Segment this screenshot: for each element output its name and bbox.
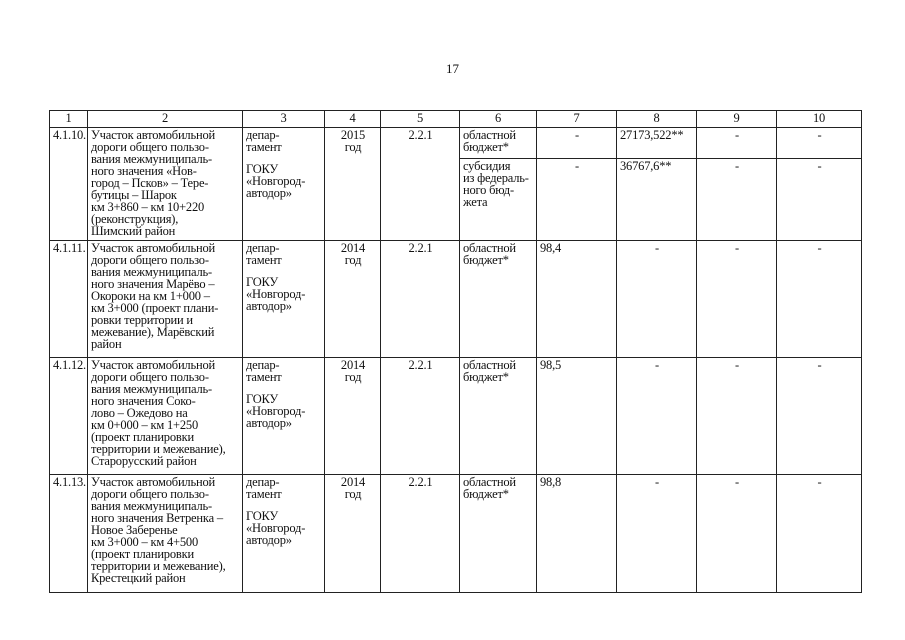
col7-value: 98,5 xyxy=(537,358,617,475)
item-year: 2014 год xyxy=(325,475,381,593)
item-year: 2014 год xyxy=(325,241,381,358)
item-number: 4.1.13. xyxy=(50,475,88,593)
header-cell: 6 xyxy=(460,111,537,128)
col10-value: - xyxy=(777,475,862,593)
item-code: 2.2.1 xyxy=(381,128,460,241)
header-cell: 3 xyxy=(243,111,325,128)
funding-source: областной бюджет* xyxy=(460,358,537,475)
col8-value: - xyxy=(617,241,697,358)
col9-value: - xyxy=(697,159,777,241)
item-number: 4.1.10. xyxy=(50,128,88,241)
item-number: 4.1.12. xyxy=(50,358,88,475)
col7-value: 98,8 xyxy=(537,475,617,593)
header-cell: 2 xyxy=(88,111,243,128)
item-year: 2014 год xyxy=(325,358,381,475)
col9-value: - xyxy=(697,128,777,159)
col9-value: - xyxy=(697,475,777,593)
responsible-cell xyxy=(243,358,325,475)
item-name: Участок автомобильной дороги общего пользо- вания межмуниципаль- ного значения Ветренка – Новое Заберенье км 3+000 – км 4+500 (проект планировки территории и межевание), Крестецкий район xyxy=(88,475,243,593)
col10-value: - xyxy=(777,241,862,358)
header-cell: 8 xyxy=(617,111,697,128)
responsible-dept: депар- тамент xyxy=(246,475,282,501)
col8-value: 36767,6** xyxy=(617,159,697,241)
col8-value: 27173,522** xyxy=(617,128,697,159)
table-row xyxy=(50,241,862,358)
item-name: Участок автомобильной дороги общего пользо- вания межмуниципаль- ного значения Соко- лово – Ожедово на км 0+000 – км 1+250 (проект планировки территории и межевание), Старорусский район xyxy=(88,358,243,475)
responsible-goku: ГОКУ «Новгород- автодор» xyxy=(246,509,306,547)
funding-source: областной бюджет* xyxy=(460,128,537,159)
col7-value: - xyxy=(537,159,617,241)
table-header-row xyxy=(50,111,862,128)
item-year: 2015 год xyxy=(325,128,381,241)
item-number: 4.1.11. xyxy=(50,241,88,358)
header-cell: 7 xyxy=(537,111,617,128)
funding-source: областной бюджет* xyxy=(460,475,537,593)
item-code: 2.2.1 xyxy=(381,358,460,475)
responsible-cell xyxy=(243,241,325,358)
col7-value: - xyxy=(537,128,617,159)
item-code: 2.2.1 xyxy=(381,241,460,358)
responsible-cell xyxy=(243,475,325,593)
item-code: 2.2.1 xyxy=(381,475,460,593)
responsible-goku: ГОКУ «Новгород- автодор» xyxy=(246,392,306,430)
program-table xyxy=(49,110,862,593)
responsible-goku: ГОКУ «Новгород- автодор» xyxy=(246,162,306,200)
col7-value: 98,4 xyxy=(537,241,617,358)
header-cell: 9 xyxy=(697,111,777,128)
header-cell: 10 xyxy=(777,111,862,128)
responsible-goku: ГОКУ «Новгород- автодор» xyxy=(246,275,306,313)
responsible-dept: депар- тамент xyxy=(246,358,282,384)
header-cell: 5 xyxy=(381,111,460,128)
item-name: Участок автомобильной дороги общего пользо- вания межмуниципаль- ного значения Марёво – Окороки на км 1+000 – км 3+000 (проект плани- ровки территории и межевание), Марёвский район xyxy=(88,241,243,358)
item-name: Участок автомобильной дороги общего пользо- вания межмуниципаль- ного значения «Нов- город – Псков» – Тере- бутицы – Шарок км 3+860 – км 10+220 (реконструкция), Шимский район xyxy=(88,128,243,241)
responsible-dept: депар- тамент xyxy=(246,128,282,154)
col10-value: - xyxy=(777,159,862,241)
funding-source: областной бюджет* xyxy=(460,241,537,358)
table-row xyxy=(50,358,862,475)
funding-source: субсидия из федераль- ного бюд- жета xyxy=(460,159,537,241)
col8-value: - xyxy=(617,475,697,593)
header-cell: 1 xyxy=(50,111,88,128)
col10-value: - xyxy=(777,358,862,475)
table-row xyxy=(50,128,862,159)
col10-value: - xyxy=(777,128,862,159)
responsible-cell xyxy=(243,128,325,241)
header-cell: 4 xyxy=(325,111,381,128)
page-number: 17 xyxy=(446,61,459,76)
col9-value: - xyxy=(697,241,777,358)
responsible-dept: депар- тамент xyxy=(246,241,282,267)
col8-value: - xyxy=(617,358,697,475)
col9-value: - xyxy=(697,358,777,475)
table-row xyxy=(50,475,862,593)
